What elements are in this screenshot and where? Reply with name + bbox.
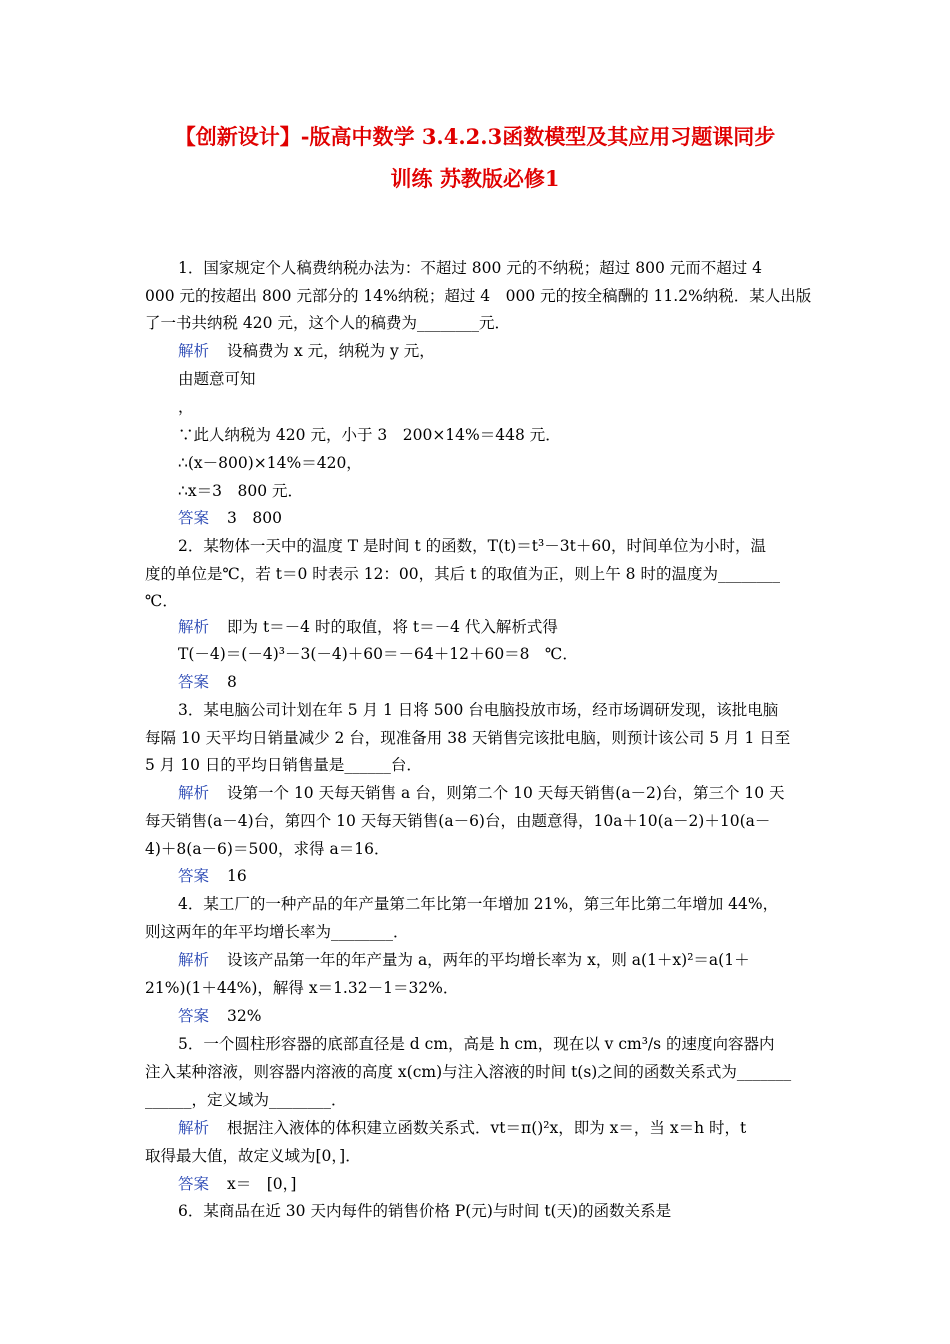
answer-value: 3 800: [227, 509, 282, 527]
analysis-line: [178, 783, 785, 803]
text-line: 4)＋8(a－6)＝500，求得 a＝16．: [145, 840, 390, 858]
answer-label: 答案: [178, 867, 210, 885]
analysis-label: 解析: [178, 784, 210, 802]
text-line: ℃．: [145, 592, 178, 610]
analysis-line: [178, 617, 558, 637]
title-line-2: 训练 苏教版必修1: [390, 166, 560, 191]
text-line: ∴x＝3 800 元．: [178, 482, 303, 500]
text: 设第一个 10 天每天销售 a 台，则第二个 10 天每天销售(a－2)台，第三个 10 天: [227, 784, 785, 802]
text-line: 000 元的按超出 800 元部分的 14%纳税；超过 4 000 元的按全稿酬的 11.2%纳税．某人出版: [145, 287, 812, 305]
text-line: ，: [178, 398, 194, 416]
analysis-line: [178, 950, 750, 970]
text-line: T(－4)＝(－4)³－3(－4)＋60＝－64＋12＋60＝8 ℃．: [178, 645, 578, 663]
text-line: 则这两年的年平均增长率为________．: [145, 923, 409, 941]
answer-line: [178, 1174, 296, 1194]
text: 根据注入液体的体积建立函数关系式．vt＝π()²x，即为 x＝，当 x＝h 时，t: [227, 1119, 747, 1137]
text-line: 5．一个圆柱形容器的底部直径是 d cm，高是 h cm，现在以 v cm³/s 的速度向容器内: [178, 1035, 775, 1053]
text-line: 每隔 10 天平均日销量减少 2 台，现准备用 38 天销售完该批电脑，则预计该公司 5 月 1 日至: [145, 729, 791, 747]
answer-label: 答案: [178, 673, 210, 691]
text-line: 由题意可知: [178, 370, 256, 388]
text-line: 6．某商品在近 30 天内每件的销售价格 P(元)与时间 t(天)的函数关系是: [178, 1202, 672, 1220]
answer-value: 16: [227, 867, 247, 885]
answer-value: x＝ [0，]: [227, 1175, 297, 1193]
text-line: 度的单位是℃，若 t＝0 时表示 12：00，其后 t 的取值为正，则上午 8 时的温度为________: [145, 565, 780, 583]
text-line: ______，定义域为________．: [145, 1091, 347, 1109]
text: 设稿费为 x 元，纳税为 y 元，: [227, 342, 435, 360]
text-line: 4．某工厂的一种产品的年产量第二年比第一年增加 21%，第三年比第二年增加 44%，: [178, 895, 779, 913]
answer-line: [178, 672, 237, 692]
answer-line: [178, 1006, 261, 1026]
document-title: [120, 116, 830, 200]
analysis-line: [178, 341, 435, 361]
text: 即为 t＝－4 时的取值，将 t＝－4 代入解析式得: [227, 618, 558, 636]
answer-label: 答案: [178, 1175, 210, 1193]
text-line: 每天销售(a－4)台，第四个 10 天每天销售(a－6)台，由题意得，10a＋10(a－2)＋10(a－: [145, 812, 771, 830]
text: 设该产品第一年的年产量为 a，两年的平均增长率为 x，则 a(1＋x)²＝a(1＋: [227, 951, 750, 969]
title-line-1: 【创新设计】-版高中数学 3.4.2.3函数模型及其应用习题课同步: [174, 124, 776, 149]
text-line: 21%)(1＋44%)，解得 x＝1.32－1＝32%．: [145, 979, 459, 997]
text-line: 取得最大值，故定义域为[0，]．: [145, 1147, 361, 1165]
answer-line: [178, 866, 247, 886]
text-line: 2．某物体一天中的温度 T 是时间 t 的函数，T(t)＝t³－3t＋60，时间单位为小时，温: [178, 537, 767, 555]
analysis-label: 解析: [178, 342, 210, 360]
analysis-line: [178, 1118, 746, 1138]
text-line: 1．国家规定个人稿费纳税办法为：不超过 800 元的不纳税；超过 800 元而不超过 4: [178, 259, 763, 277]
text-line: ∴(x－800)×14%＝420，: [178, 454, 362, 472]
answer-value: 8: [227, 673, 237, 691]
analysis-label: 解析: [178, 1119, 210, 1137]
text-line: 注入某种溶液，则容器内溶液的高度 x(cm)与注入溶液的时间 t(s)之间的函数关系式为_______: [145, 1063, 792, 1081]
text-line: 了一书共纳税 420 元，这个人的稿费为________元．: [145, 314, 510, 332]
answer-value: 32%: [227, 1007, 262, 1025]
analysis-label: 解析: [178, 618, 210, 636]
analysis-label: 解析: [178, 951, 210, 969]
text-line: 5 月 10 日的平均日销售量是______台．: [145, 756, 422, 774]
answer-label: 答案: [178, 1007, 210, 1025]
answer-line: [178, 508, 282, 528]
text-line: ∵此人纳税为 420 元，小于 3 200×14%＝448 元．: [178, 426, 561, 444]
answer-label: 答案: [178, 509, 210, 527]
text-line: 3．某电脑公司计划在年 5 月 1 日将 500 台电脑投放市场，经市场调研发现，该批电脑: [178, 701, 779, 719]
